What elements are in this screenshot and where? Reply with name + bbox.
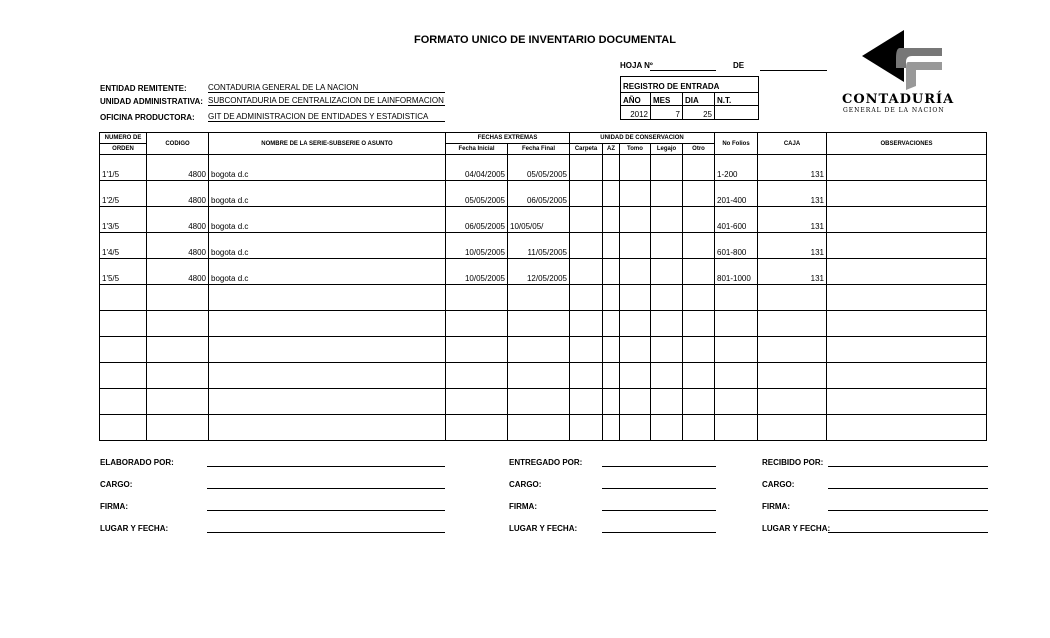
registro-entrada-box: [620, 76, 759, 120]
table-row: [100, 181, 987, 207]
table-cell-folios[interactable]: 201-400: [715, 181, 758, 207]
cargo-field-1[interactable]: [207, 488, 445, 489]
table-cell[interactable]: [651, 181, 683, 207]
table-cell[interactable]: [651, 415, 683, 441]
table-cell[interactable]: [603, 311, 620, 337]
table-cell-final[interactable]: [508, 389, 570, 415]
table-cell-orden[interactable]: 1'1/5: [100, 155, 147, 181]
firma-field-2[interactable]: [602, 510, 716, 511]
table-cell[interactable]: [603, 207, 620, 233]
entregado-field[interactable]: [602, 466, 716, 467]
table-cell[interactable]: [651, 285, 683, 311]
table-cell[interactable]: [827, 337, 987, 363]
table-cell[interactable]: [620, 207, 651, 233]
table-row: [100, 363, 987, 389]
table-cell[interactable]: [827, 415, 987, 441]
table-cell-inicial[interactable]: 05/05/2005: [446, 181, 508, 207]
unidad-label: UNIDAD ADMINISTRATIVA:: [100, 97, 203, 106]
table-cell-orden[interactable]: 1'2/5: [100, 181, 147, 207]
table-cell-final[interactable]: [508, 415, 570, 441]
dia-label: DIA: [685, 96, 699, 105]
hoja-field[interactable]: [650, 70, 716, 71]
firma-label-1: FIRMA:: [100, 502, 128, 511]
table-cell-nombre[interactable]: [209, 337, 446, 363]
table-cell-folios[interactable]: 1-200: [715, 155, 758, 181]
otro-header: Otro: [683, 144, 715, 155]
table-cell-folios[interactable]: [715, 337, 758, 363]
table-cell-orden[interactable]: [100, 337, 147, 363]
table-cell[interactable]: [620, 233, 651, 259]
oficina-label: OFICINA PRODUCTORA:: [100, 113, 195, 122]
contaduria-logo: [842, 28, 972, 116]
nt-label: N.T.: [717, 96, 732, 105]
recibido-label: RECIBIDO POR:: [762, 458, 824, 467]
carpeta-header: Carpeta: [570, 144, 603, 155]
table-cell[interactable]: [603, 337, 620, 363]
table-cell[interactable]: [570, 181, 603, 207]
lugar-field-2[interactable]: [602, 532, 716, 533]
table-cell[interactable]: [620, 285, 651, 311]
table-cell[interactable]: [603, 181, 620, 207]
table-cell[interactable]: [683, 337, 715, 363]
cargo-label-2: CARGO:: [509, 480, 542, 489]
inventory-table: [99, 132, 987, 441]
table-cell[interactable]: [651, 233, 683, 259]
table-cell-orden[interactable]: [100, 389, 147, 415]
table-cell[interactable]: [570, 363, 603, 389]
table-cell[interactable]: [620, 311, 651, 337]
logo-subtitle: GENERAL DE LA NACION: [843, 107, 945, 114]
mes-label: MES: [653, 96, 671, 105]
table-cell-folios[interactable]: [715, 389, 758, 415]
logo-icon: [842, 28, 972, 93]
table-row: [100, 155, 987, 181]
table-row: [100, 259, 987, 285]
table-cell[interactable]: [827, 207, 987, 233]
table-cell-final[interactable]: [508, 311, 570, 337]
table-cell-codigo[interactable]: 4800: [147, 207, 209, 233]
table-cell-folios[interactable]: [715, 311, 758, 337]
table-cell-final[interactable]: 05/05/2005: [508, 155, 570, 181]
table-cell-nombre[interactable]: [209, 415, 446, 441]
entidad-field[interactable]: CONTADURIA GENERAL DE LA NACION: [208, 83, 445, 93]
ano-label: AÑO: [623, 96, 641, 105]
table-cell[interactable]: [603, 363, 620, 389]
table-cell[interactable]: [827, 311, 987, 337]
tomo-header: Tomo: [620, 144, 651, 155]
caja-header: CAJA: [758, 133, 827, 155]
fechas-header: FECHAS EXTREMAS: [446, 133, 570, 144]
table-cell[interactable]: [683, 259, 715, 285]
table-cell[interactable]: [603, 259, 620, 285]
table-cell-caja[interactable]: [758, 285, 827, 311]
entidad-label: ENTIDAD REMITENTE:: [100, 84, 187, 93]
table-cell[interactable]: [651, 259, 683, 285]
cargo-field-2[interactable]: [602, 488, 716, 489]
table-cell-codigo[interactable]: [147, 311, 209, 337]
table-cell-caja[interactable]: [758, 389, 827, 415]
table-cell-codigo[interactable]: [147, 337, 209, 363]
codigo-header: CODIGO: [147, 133, 209, 155]
table-cell[interactable]: [620, 363, 651, 389]
nombre-header: NOMBRE DE LA SERIE-SUBSERIE O ASUNTO: [209, 133, 446, 155]
logo-name: CONTADURÍA: [842, 92, 955, 107]
table-cell[interactable]: [827, 389, 987, 415]
table-cell[interactable]: [603, 415, 620, 441]
table-cell[interactable]: [570, 207, 603, 233]
table-cell[interactable]: [570, 259, 603, 285]
legajo-header: Legajo: [651, 144, 683, 155]
lugar-label-3: LUGAR Y FECHA:: [762, 524, 831, 533]
hoja-label: HOJA Nº: [620, 61, 653, 70]
table-cell[interactable]: [651, 207, 683, 233]
table-cell[interactable]: [827, 181, 987, 207]
table-cell-caja[interactable]: [758, 363, 827, 389]
table-cell-final[interactable]: 12/05/2005: [508, 259, 570, 285]
table-row: [100, 233, 987, 259]
table-cell[interactable]: [827, 233, 987, 259]
lugar-field-1[interactable]: [207, 532, 445, 533]
table-cell[interactable]: [603, 155, 620, 181]
table-cell-inicial[interactable]: 10/05/2005: [446, 233, 508, 259]
table-row: [100, 389, 987, 415]
table-cell[interactable]: [651, 311, 683, 337]
cargo-label-3: CARGO:: [762, 480, 795, 489]
table-cell[interactable]: [827, 155, 987, 181]
table-cell-folios[interactable]: 801-1000: [715, 259, 758, 285]
table-cell-inicial[interactable]: [446, 311, 508, 337]
table-cell-codigo[interactable]: [147, 415, 209, 441]
table-cell[interactable]: [620, 389, 651, 415]
table-cell-codigo[interactable]: [147, 363, 209, 389]
lugar-label-2: LUGAR Y FECHA:: [509, 524, 578, 533]
table-cell-final[interactable]: 10/05/05/: [508, 207, 570, 233]
fecha-inicial-header: Fecha Inicial: [446, 144, 508, 155]
ano-value[interactable]: 2012: [630, 110, 648, 119]
table-cell-orden[interactable]: [100, 415, 147, 441]
recibido-field[interactable]: [828, 466, 988, 467]
table-cell-orden[interactable]: [100, 311, 147, 337]
table-cell-final[interactable]: 06/05/2005: [508, 181, 570, 207]
table-cell-nombre[interactable]: [209, 285, 446, 311]
table-cell-caja[interactable]: [758, 337, 827, 363]
numero-header: NUMERO DE: [100, 133, 147, 144]
table-cell[interactable]: [651, 363, 683, 389]
table-cell[interactable]: [651, 389, 683, 415]
table-cell-inicial[interactable]: [446, 285, 508, 311]
table-cell-inicial[interactable]: [446, 337, 508, 363]
table-cell-nombre[interactable]: bogota d.c: [209, 233, 446, 259]
table-row: [100, 415, 987, 441]
table-row: [100, 311, 987, 337]
cargo-field-3[interactable]: [828, 488, 988, 489]
table-cell-codigo[interactable]: 4800: [147, 181, 209, 207]
table-cell[interactable]: [603, 233, 620, 259]
table-cell-nombre[interactable]: bogota d.c: [209, 207, 446, 233]
table-cell-folios[interactable]: [715, 415, 758, 441]
table-cell-folios[interactable]: [715, 363, 758, 389]
entregado-label: ENTREGADO POR:: [509, 458, 583, 467]
table-cell[interactable]: [651, 155, 683, 181]
elaborado-field[interactable]: [207, 466, 445, 467]
firma-field-3[interactable]: [828, 510, 988, 511]
table-header-row-1: [100, 133, 987, 144]
table-cell[interactable]: [683, 363, 715, 389]
table-cell[interactable]: [603, 285, 620, 311]
table-cell-caja[interactable]: 131: [758, 155, 827, 181]
table-row: [100, 207, 987, 233]
table-cell[interactable]: [683, 155, 715, 181]
table-cell[interactable]: [683, 207, 715, 233]
table-cell-caja[interactable]: 131: [758, 181, 827, 207]
table-cell-final[interactable]: 11/05/2005: [508, 233, 570, 259]
table-cell[interactable]: [651, 337, 683, 363]
table-cell[interactable]: [683, 311, 715, 337]
az-header: AZ: [603, 144, 620, 155]
table-cell[interactable]: [570, 415, 603, 441]
unidad-header: UNIDAD DE CONSERVACION: [570, 133, 715, 144]
table-cell[interactable]: [827, 259, 987, 285]
table-cell-inicial[interactable]: 04/04/2005: [446, 155, 508, 181]
table-cell[interactable]: [570, 285, 603, 311]
table-row: [100, 337, 987, 363]
table-cell-final[interactable]: [508, 363, 570, 389]
table-cell-inicial[interactable]: 06/05/2005: [446, 207, 508, 233]
table-cell-orden[interactable]: 1'4/5: [100, 233, 147, 259]
table-cell[interactable]: [683, 181, 715, 207]
mes-value[interactable]: 7: [675, 110, 680, 119]
table-cell[interactable]: [570, 233, 603, 259]
table-cell-caja[interactable]: [758, 311, 827, 337]
observaciones-header: OBSERVACIONES: [827, 133, 987, 155]
lugar-field-3[interactable]: [828, 532, 988, 533]
table-cell[interactable]: [683, 233, 715, 259]
de-field[interactable]: [760, 70, 827, 71]
table-cell-folios[interactable]: [715, 285, 758, 311]
table-cell[interactable]: [620, 337, 651, 363]
table-cell-codigo[interactable]: 4800: [147, 259, 209, 285]
dia-value[interactable]: 25: [703, 110, 712, 119]
table-cell[interactable]: [620, 259, 651, 285]
table-cell[interactable]: [683, 389, 715, 415]
table-cell-nombre[interactable]: [209, 389, 446, 415]
firma-field-1[interactable]: [207, 510, 445, 511]
table-cell-orden[interactable]: 1'3/5: [100, 207, 147, 233]
table-cell-nombre[interactable]: [209, 311, 446, 337]
table-cell-nombre[interactable]: bogota d.c: [209, 181, 446, 207]
table-cell-inicial[interactable]: [446, 363, 508, 389]
table-row: [100, 285, 987, 311]
de-label: DE: [733, 61, 745, 70]
table-cell[interactable]: [620, 415, 651, 441]
fecha-final-header: Fecha Final: [508, 144, 570, 155]
elaborado-label: ELABORADO POR:: [100, 458, 174, 467]
table-cell-caja[interactable]: 131: [758, 207, 827, 233]
cargo-label-1: CARGO:: [100, 480, 133, 489]
table-cell[interactable]: [570, 155, 603, 181]
orden-header: ORDEN: [100, 144, 147, 155]
table-cell[interactable]: [620, 181, 651, 207]
table-cell-nombre[interactable]: [209, 363, 446, 389]
table-cell-nombre[interactable]: bogota d.c: [209, 259, 446, 285]
unidad-field[interactable]: SUBCONTADURIA DE CENTRALIZACION DE LAINFORMACION: [208, 96, 444, 105]
table-cell[interactable]: [827, 285, 987, 311]
table-cell-codigo[interactable]: [147, 285, 209, 311]
table-cell-orden[interactable]: [100, 363, 147, 389]
table-cell-caja[interactable]: 131: [758, 259, 827, 285]
table-cell-inicial[interactable]: [446, 389, 508, 415]
table-cell-inicial[interactable]: [446, 415, 508, 441]
table-cell[interactable]: [603, 389, 620, 415]
table-cell-codigo[interactable]: [147, 389, 209, 415]
table-cell-caja[interactable]: 131: [758, 233, 827, 259]
table-cell-final[interactable]: [508, 285, 570, 311]
table-cell-codigo[interactable]: 4800: [147, 155, 209, 181]
registro-title: REGISTRO DE ENTRADA: [623, 82, 720, 91]
table-cell[interactable]: [570, 389, 603, 415]
table-cell[interactable]: [570, 311, 603, 337]
firma-label-2: FIRMA:: [509, 502, 537, 511]
table-cell-folios[interactable]: 401-600: [715, 207, 758, 233]
table-cell-nombre[interactable]: bogota d.c: [209, 155, 446, 181]
folios-header: No Folios: [715, 133, 758, 155]
page-title: FORMATO UNICO DE INVENTARIO DOCUMENTAL: [414, 34, 676, 46]
table-cell[interactable]: [570, 337, 603, 363]
table-cell-folios[interactable]: 601-800: [715, 233, 758, 259]
table-cell-inicial[interactable]: 10/05/2005: [446, 259, 508, 285]
table-cell-final[interactable]: [508, 337, 570, 363]
table-cell[interactable]: [827, 363, 987, 389]
oficina-field[interactable]: GIT DE ADMINISTRACION DE ENTIDADES Y ESTADISTICA: [208, 112, 445, 122]
table-cell[interactable]: [683, 415, 715, 441]
firma-label-3: FIRMA:: [762, 502, 790, 511]
table-cell-codigo[interactable]: 4800: [147, 233, 209, 259]
table-cell-orden[interactable]: 1'5/5: [100, 259, 147, 285]
table-cell[interactable]: [683, 285, 715, 311]
table-cell-orden[interactable]: [100, 285, 147, 311]
table-cell[interactable]: [620, 155, 651, 181]
table-cell-caja[interactable]: [758, 415, 827, 441]
lugar-label-1: LUGAR Y FECHA:: [100, 524, 169, 533]
